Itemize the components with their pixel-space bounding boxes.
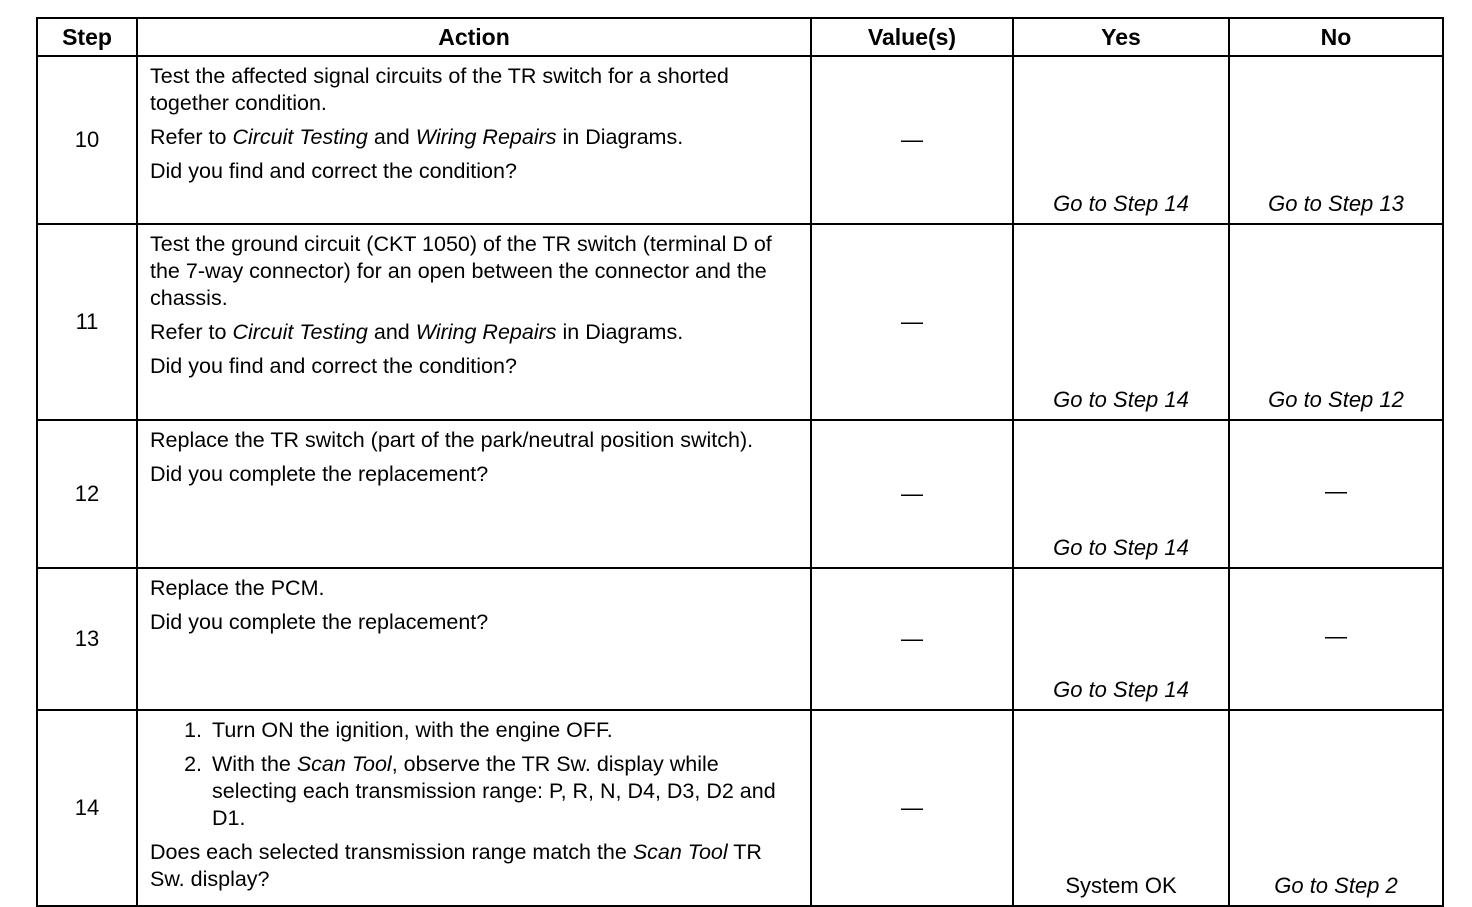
table-row-step-14 — [37, 710, 1443, 906]
action-text: Test the affected signal circuits of the TR switch for a shorted together condition. — [150, 64, 729, 115]
action-question: Did you complete the replacement? — [150, 462, 489, 486]
numbered-steps — [150, 717, 800, 832]
yes-cell — [1013, 224, 1229, 420]
no-cell — [1229, 420, 1443, 568]
no-cell — [1229, 56, 1443, 224]
list-item: 2. With the Scan Tool, observe the TR Sw. display while selecting each transmission range: P, R, N, D4, D3, D2 and D1. — [208, 751, 800, 832]
table-row-step-11 — [37, 224, 1443, 420]
yes-cell — [1013, 710, 1229, 906]
action-text: Test the ground circuit (CKT 1050) of the TR switch (terminal D of the 7-way connector) for an open between the connector and the chassis. — [150, 232, 772, 310]
value-cell: — — [811, 568, 1013, 710]
action-cell — [137, 56, 811, 224]
action-question: Did you find and correct the condition? — [150, 159, 517, 183]
action-reference: Refer to Circuit Testing and Wiring Repairs in Diagrams. — [150, 320, 684, 344]
yes-result: Go to Step 14 — [1053, 387, 1189, 412]
action-question: Did you find and correct the condition? — [150, 354, 517, 378]
no-result: Go to Step 13 — [1268, 191, 1404, 216]
table-row-step-10 — [37, 56, 1443, 224]
no-result: — — [1325, 478, 1347, 504]
step-number: 13 — [37, 568, 137, 710]
value-cell: — — [811, 710, 1013, 906]
yes-cell — [1013, 568, 1229, 710]
yes-cell — [1013, 420, 1229, 568]
yes-result: Go to Step 14 — [1053, 191, 1189, 216]
value-cell: — — [811, 224, 1013, 420]
action-question: Does each selected transmission range match the Scan Tool TR Sw. display? — [150, 840, 762, 891]
step-number: 14 — [37, 710, 137, 906]
step-number: 12 — [37, 420, 137, 568]
yes-result: Go to Step 14 — [1053, 677, 1189, 702]
yes-cell — [1013, 56, 1229, 224]
action-text: Replace the TR switch (part of the park/neutral position switch). — [150, 428, 754, 452]
no-result: Go to Step 2 — [1274, 873, 1398, 898]
action-reference: Refer to Circuit Testing and Wiring Repairs in Diagrams. — [150, 125, 684, 149]
list-item: 1. Turn ON the ignition, with the engine OFF. — [208, 717, 800, 744]
header-no: No — [1229, 18, 1443, 56]
value-cell: — — [811, 420, 1013, 568]
action-cell — [137, 710, 811, 906]
table-row-step-12 — [37, 420, 1443, 568]
table-row-step-13 — [37, 568, 1443, 710]
action-cell — [137, 568, 811, 710]
header-yes: Yes — [1013, 18, 1229, 56]
action-cell — [137, 420, 811, 568]
header-row — [37, 18, 1443, 56]
action-question: Did you complete the replacement? — [150, 610, 489, 634]
yes-result: Go to Step 14 — [1053, 535, 1189, 560]
no-cell — [1229, 568, 1443, 710]
no-result: Go to Step 12 — [1268, 387, 1404, 412]
no-cell — [1229, 224, 1443, 420]
step-number: 11 — [37, 224, 137, 420]
action-cell — [137, 224, 811, 420]
header-step: Step — [37, 18, 137, 56]
yes-result: System OK — [1065, 873, 1177, 898]
no-cell — [1229, 710, 1443, 906]
step-number: 10 — [37, 56, 137, 224]
no-result: — — [1325, 623, 1347, 649]
action-text: Replace the PCM. — [150, 576, 325, 600]
header-values: Value(s) — [811, 18, 1013, 56]
header-action: Action — [137, 18, 811, 56]
diagnostic-table — [36, 17, 1444, 907]
value-cell: — — [811, 56, 1013, 224]
